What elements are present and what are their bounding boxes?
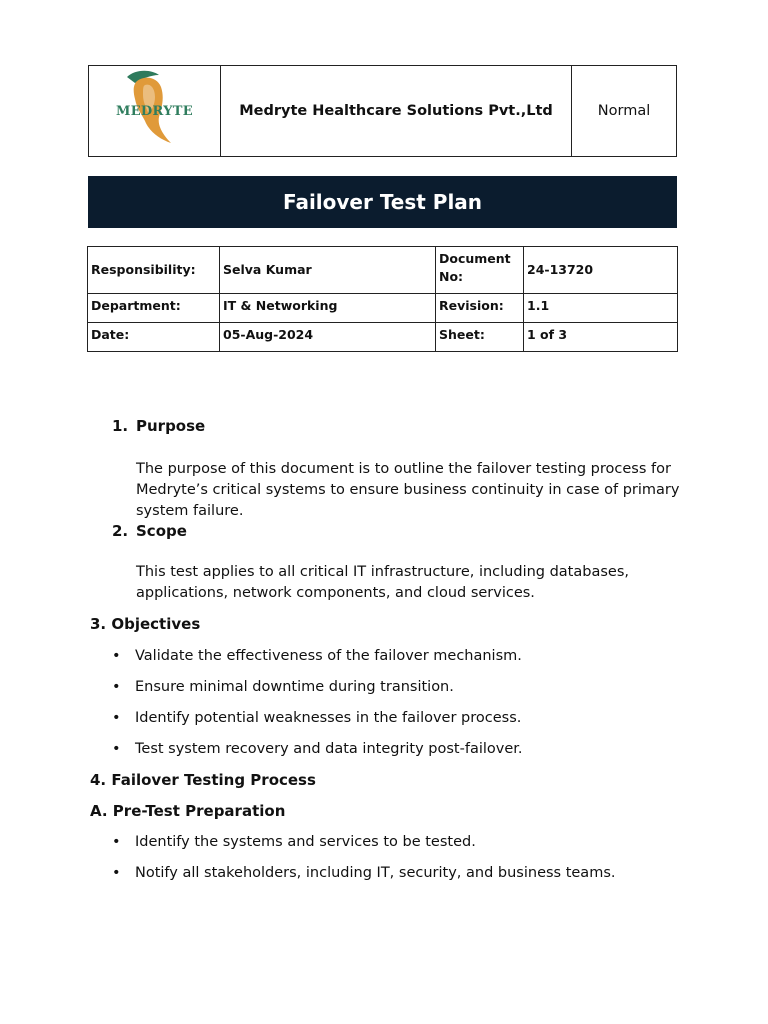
header-table bbox=[88, 65, 677, 157]
docno-value: 24-13720 bbox=[524, 247, 678, 294]
table-row bbox=[88, 247, 678, 294]
bullet-icon: • bbox=[112, 710, 121, 726]
sheet-label: Sheet: bbox=[436, 323, 524, 352]
table-row bbox=[88, 294, 678, 323]
sheet-value: 1 of 3 bbox=[524, 323, 678, 352]
department-label: Department: bbox=[88, 294, 220, 323]
classification-label: Normal bbox=[572, 66, 677, 157]
company-name: Medryte Healthcare Solutions Pvt.,Ltd bbox=[221, 66, 572, 157]
logo-text: MEDRYTE bbox=[116, 104, 193, 119]
table-row bbox=[88, 323, 678, 352]
purpose-paragraph: The purpose of this document is to outline the failover testing process for Medryte’s critical systems to ensure business continuity in case of primary system failure. bbox=[136, 461, 680, 519]
date-label: Date: bbox=[88, 323, 220, 352]
revision-value: 1.1 bbox=[524, 294, 678, 323]
objectives-heading: 3. Objectives bbox=[90, 615, 201, 633]
bullet-icon: • bbox=[112, 648, 121, 664]
date-value: 05-Aug-2024 bbox=[220, 323, 436, 352]
logo-cell bbox=[89, 66, 221, 157]
process-heading: 4. Failover Testing Process bbox=[90, 771, 316, 789]
bullet-icon: • bbox=[112, 865, 121, 881]
bullet-icon: • bbox=[112, 679, 121, 695]
scope-number: 2. bbox=[112, 522, 129, 540]
purpose-number: 1. bbox=[112, 417, 129, 435]
responsibility-label: Responsibility: bbox=[88, 247, 220, 294]
department-value: IT & Networking bbox=[220, 294, 436, 323]
scope-paragraph: This test applies to all critical IT infrastructure, including databases, applications, network components, and cloud services. bbox=[136, 564, 629, 601]
docno-label: Document No: bbox=[436, 247, 524, 294]
bullet-icon: • bbox=[112, 834, 121, 850]
pretest-heading: A. Pre-Test Preparation bbox=[90, 802, 286, 820]
bullet-icon: • bbox=[112, 741, 121, 757]
revision-label: Revision: bbox=[436, 294, 524, 323]
scope-heading: Scope bbox=[136, 522, 187, 540]
document-title: Failover Test Plan bbox=[88, 176, 677, 228]
company-logo bbox=[89, 66, 220, 156]
document-info-table bbox=[87, 246, 678, 352]
purpose-heading: Purpose bbox=[136, 417, 206, 435]
responsibility-value: Selva Kumar bbox=[220, 247, 436, 294]
